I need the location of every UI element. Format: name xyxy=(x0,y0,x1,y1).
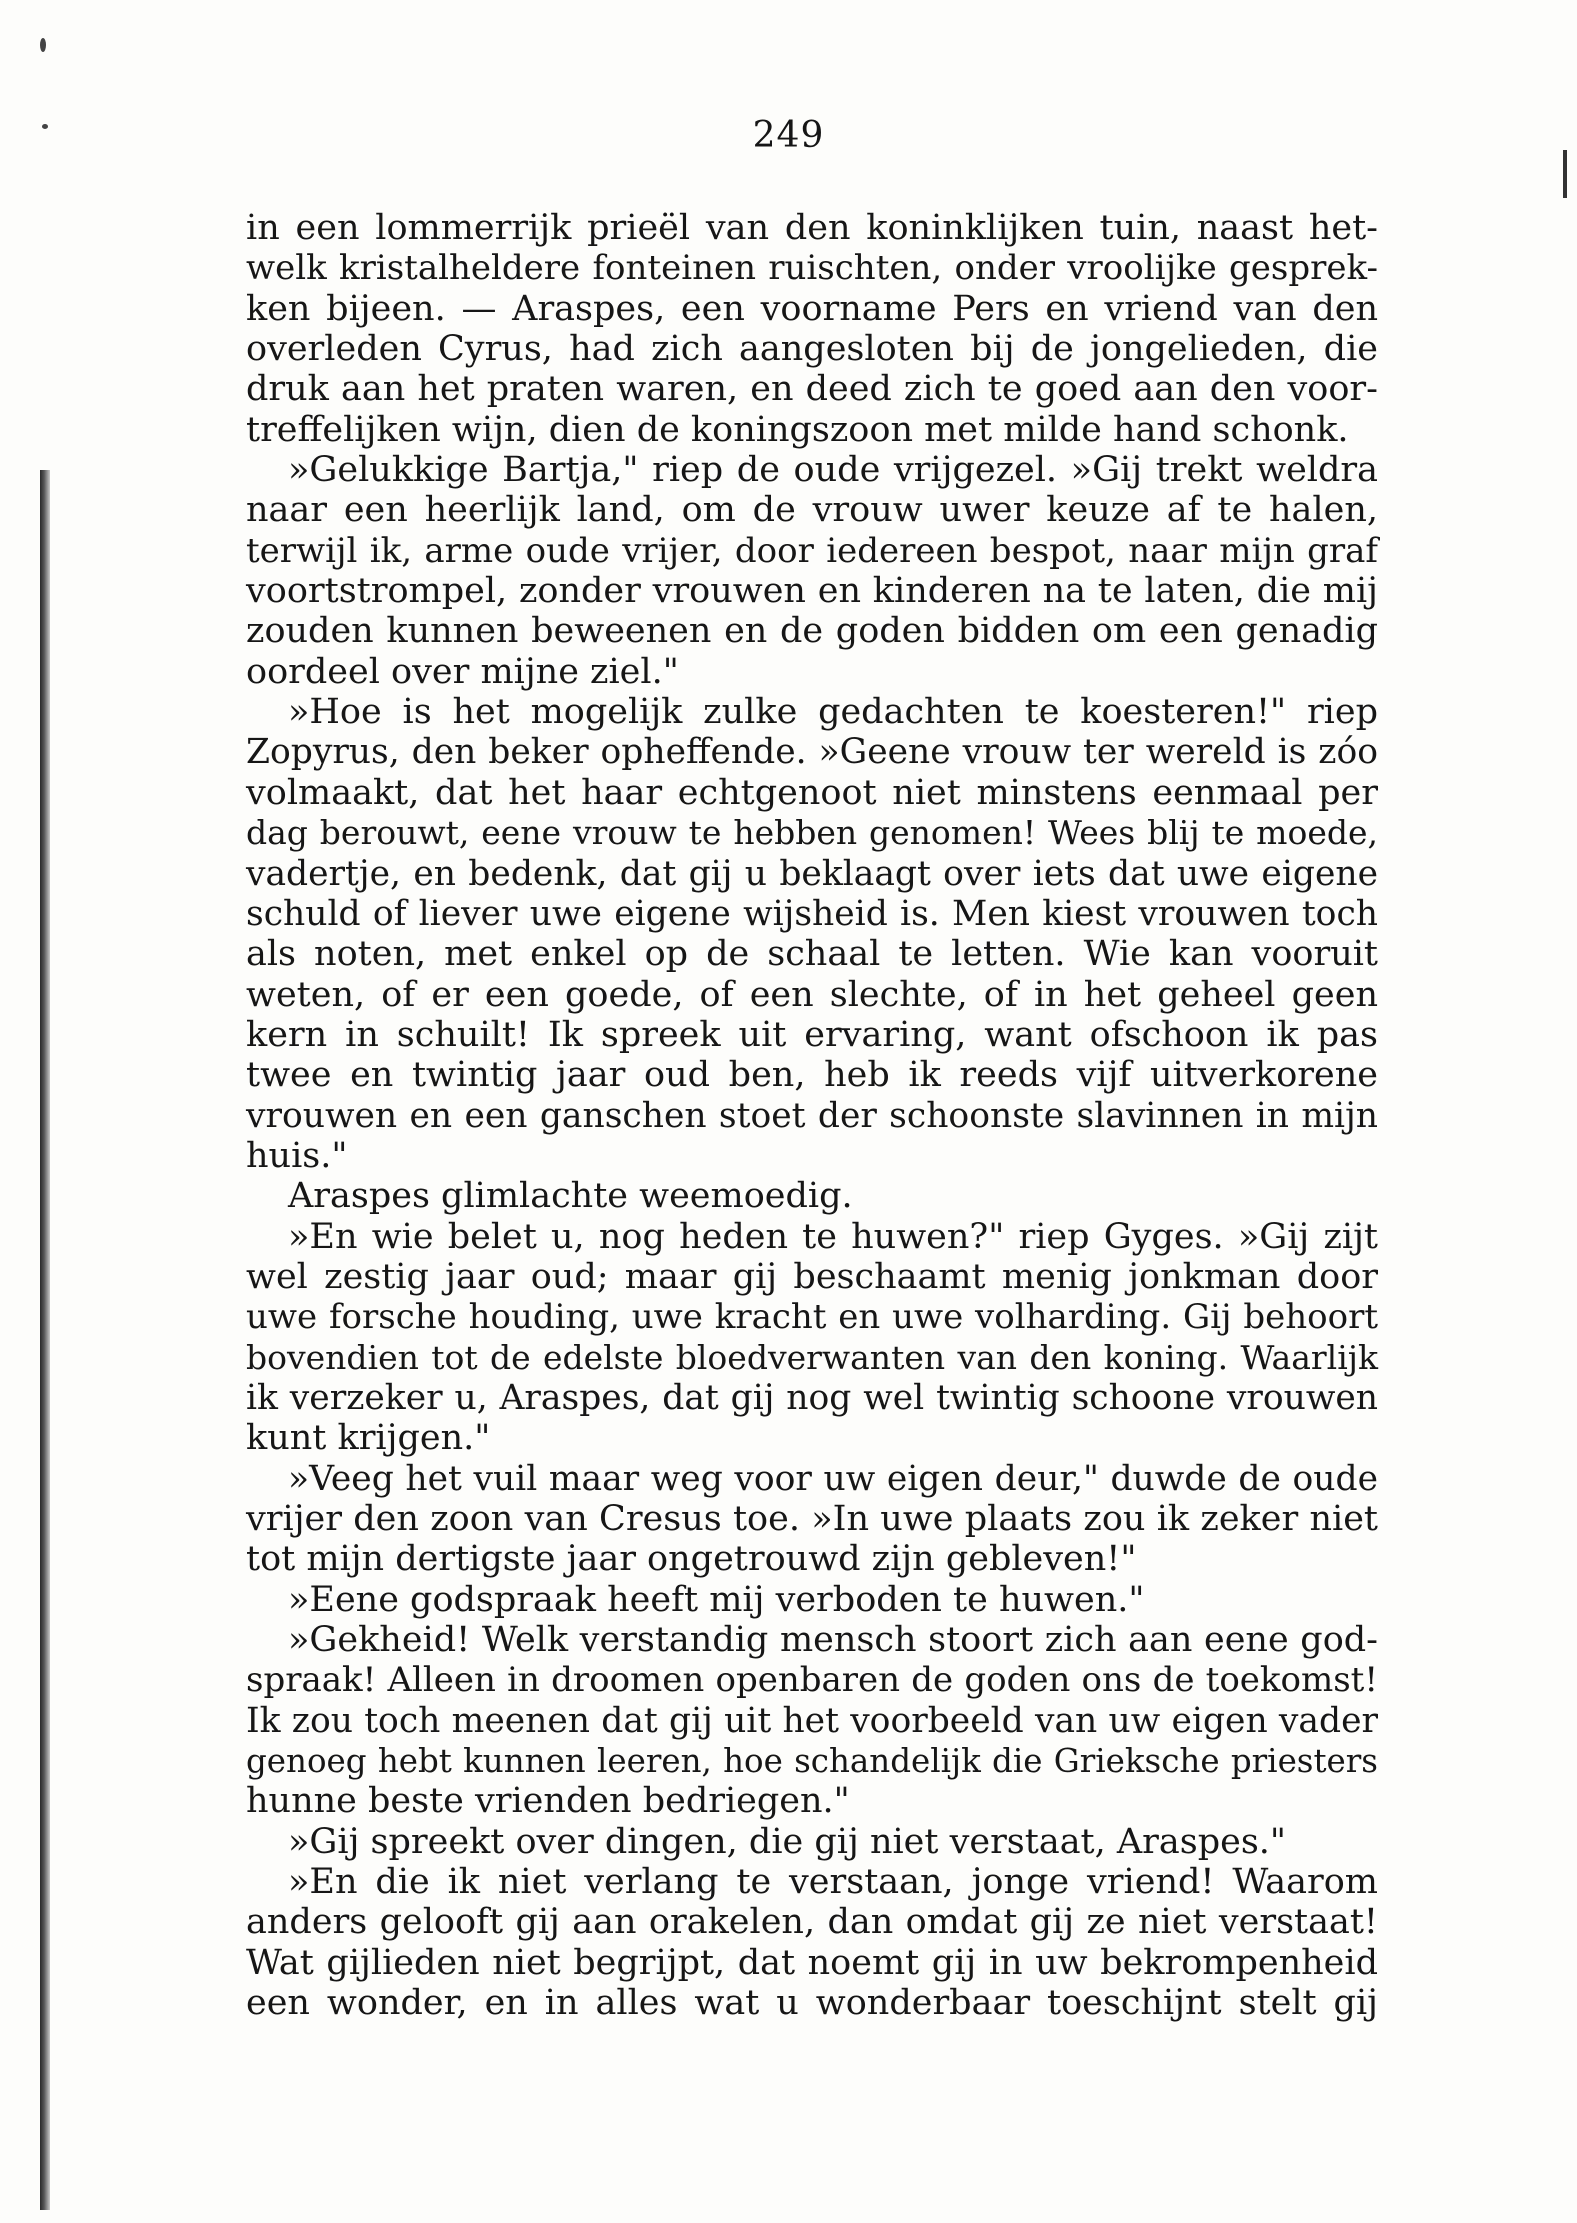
text-line: oordeel over mijne ziel." xyxy=(246,651,679,692)
text-line: voortstrompel, zonder vrouwen en kinderen na te laten, die mij xyxy=(246,571,1378,612)
text-line: Wat gijlieden niet begrijpt, dat noemt gij in uw bekrompenheid xyxy=(246,1942,1378,1983)
text-line: anders gelooft gij aan orakelen, dan omdat gij ze niet verstaat! xyxy=(246,1902,1378,1943)
text-line: »Gekheid! Welk verstandig mensch stoort zich aan eene god- xyxy=(288,1620,1378,1661)
text-line: huis." xyxy=(246,1135,348,1176)
text-line: zouden kunnen beweenen en de goden bidden om een genadig xyxy=(246,611,1378,652)
text-line: treffelijken wijn, dien de koningszoon met milde hand schonk. xyxy=(246,409,1349,450)
text-line: vadertje, en bedenk, dat gij u beklaagt over iets dat uwe eigene xyxy=(246,853,1378,894)
body-text xyxy=(246,208,1378,2023)
text-line: terwijl ik, arme oude vrijer, door iedereen bespot, naar mijn graf xyxy=(246,530,1378,571)
text-line: genoeg hebt kunnen leeren, hoe schandelijk die Grieksche priesters xyxy=(246,1742,1378,1781)
text-line: dag berouwt, eene vrouw te hebben genomen! Wees blij te moede, xyxy=(246,813,1378,853)
page-number: 249 xyxy=(752,115,825,156)
text-line: Ik zou toch meenen dat gij uit het voorbeeld van uw eigen vader xyxy=(246,1700,1378,1741)
scan-edge-mark xyxy=(1563,150,1567,198)
text-line: vrijer den zoon van Cresus toe. »In uwe plaats zou ik zeker niet xyxy=(246,1499,1378,1539)
text-line: tot mijn dertigste jaar ongetrouwd zijn gebleven!" xyxy=(246,1539,1137,1580)
text-line: kunt krijgen." xyxy=(246,1418,491,1459)
text-line: kern in schuilt! Ik spreek uit ervaring, want ofschoon ik pas xyxy=(246,1014,1378,1055)
text-line: »En die ik niet verlang te verstaan, jonge vriend! Waarom xyxy=(288,1862,1378,1903)
text-line: welk kristalheldere fonteinen ruischten, onder vroolijke gesprek- xyxy=(246,248,1378,289)
text-line: »Eene godspraak heeft mij verboden te huwen." xyxy=(288,1579,1145,1620)
text-line: volmaakt, dat het haar echtgenoot niet minstens eenmaal per xyxy=(246,772,1378,813)
text-line: »Gij spreekt over dingen, die gij niet verstaat, Araspes." xyxy=(288,1821,1287,1862)
text-line: »En wie belet u, nog heden te huwen?" riep Gyges. »Gij zijt xyxy=(288,1216,1378,1257)
text-line: overleden Cyrus, had zich aangesloten bij de jongelieden, die xyxy=(246,329,1378,370)
text-line: schuld of liever uwe eigene wijsheid is. Men kiest vrouwen toch xyxy=(246,893,1378,934)
text-line: ken bijeen. — Araspes, een voorname Pers en vriend van den xyxy=(246,288,1378,329)
text-line: Araspes glimlachte weemoedig. xyxy=(288,1176,853,1217)
text-line: vrouwen en een ganschen stoet der schoonste slavinnen in mijn xyxy=(246,1095,1378,1136)
scan-edge-shadow xyxy=(40,470,50,2210)
text-line: hunne beste vrienden bedriegen." xyxy=(246,1781,850,1822)
text-line: twee en twintig jaar oud ben, heb ik reeds vijf uitverkorene xyxy=(246,1055,1378,1096)
text-line: naar een heerlijk land, om de vrouw uwer keuze af te halen, xyxy=(246,490,1378,531)
text-line: in een lommerrijk prieël van den koninklijken tuin, naast het- xyxy=(246,208,1378,248)
text-line: Zopyrus, den beker opheffende. »Geene vrouw ter wereld is zóo xyxy=(246,732,1378,773)
text-line: »Veeg het vuil maar weg voor uw eigen deur," duwde de oude xyxy=(288,1458,1378,1499)
text-line: uwe forsche houding, uwe kracht en uwe volharding. Gij behoort xyxy=(246,1297,1378,1338)
text-line: als noten, met enkel op de schaal te letten. Wie kan vooruit xyxy=(246,934,1378,975)
text-line: weten, of er een goede, of een slechte, of in het geheel geen xyxy=(246,974,1378,1015)
text-line: bovendien tot de edelste bloedverwanten van den koning. Waarlijk xyxy=(246,1337,1378,1377)
text-line: ik verzeker u, Araspes, dat gij nog wel twintig schoone vrouwen xyxy=(246,1377,1378,1418)
text-line: spraak! Alleen in droomen openbaren de goden ons de toekomst! xyxy=(246,1660,1378,1701)
text-line: »Hoe is het mogelijk zulke gedachten te koesteren!" riep xyxy=(288,692,1378,733)
text-line: »Gelukkige Bartja," riep de oude vrijgezel. »Gij trekt weldra xyxy=(288,450,1378,491)
text-line: druk aan het praten waren, en deed zich te goed aan den voor- xyxy=(246,369,1378,410)
text-line: wel zestig jaar oud; maar gij beschaamt menig jonkman door xyxy=(246,1256,1378,1297)
text-line: een wonder, en in alles wat u wonderbaar toeschijnt stelt gij xyxy=(246,1983,1378,2024)
scan-speck xyxy=(40,38,46,52)
